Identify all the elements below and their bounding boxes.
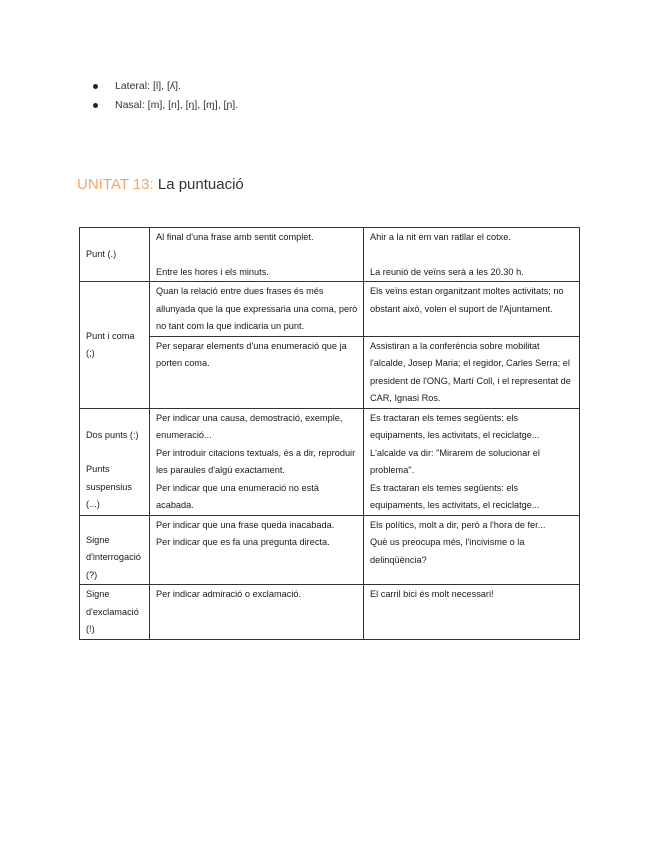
mark-name [80, 408, 150, 515]
usage-text: Per introduir citacions textuals, és a dir, reproduir les paraules d'algú exactament. [156, 447, 356, 475]
mark-name: Punt (.) [80, 228, 150, 282]
example-text: Els veïns estan organitzant moltes activitats; no obstant això, volen el suport de l'Ajuntament. [364, 282, 580, 337]
table-row [80, 228, 580, 282]
mark-name-text: Dos punts (:) [86, 429, 139, 440]
example-text: Els polítics, molt a dir, però a l'hora de fer... [370, 519, 546, 530]
usage-text: Per indicar que una enumeració no està acabada. [156, 482, 319, 510]
usage-text: Entre les hores i els minuts. [156, 266, 269, 277]
mark-name [80, 515, 150, 585]
section-heading [77, 176, 244, 193]
usage-text: Quan la relació entre dues frases és més allunyada que la que expressaria una coma, però no tant com la que indicaria un punt. [150, 282, 364, 337]
usage-cell [150, 408, 364, 515]
example-cell [364, 228, 580, 282]
punctuation-table [79, 227, 580, 640]
mark-name: Punt i coma (;) [80, 282, 150, 409]
example-cell [364, 515, 580, 585]
list-item: Nasal: [m], [n], [ŋ], [ɱ], [ɲ]. [93, 96, 238, 115]
unit-title: La puntuació [153, 176, 244, 193]
example-text: Es tractaran els temes següents: els equipaments, les activitats, el reciclatge... [370, 482, 540, 510]
example-text: Ahir a la nit em van ratllar el cotxe. [370, 232, 511, 242]
usage-text: Per separar elements d'una enumeració que ja porten coma. [150, 336, 364, 408]
example-cell [364, 408, 580, 515]
usage-cell [150, 515, 364, 585]
example-text: L'alcalde va dir: "Mirarem de solucionar el problema". [370, 447, 540, 475]
example-text: Què us preocupa més, l'incivisme o la delinqüència? [370, 537, 525, 565]
mark-name-text: Signe d'interrogació (?) [86, 534, 141, 580]
usage-text: Al final d'una frase amb sentit complet. [156, 232, 314, 242]
example-text: El carril bici és molt necessari! [364, 585, 580, 640]
table-row [80, 585, 580, 640]
usage-text: Per indicar que es fa una pregunta directa. [156, 537, 330, 547]
unit-label: UNITAT 13: [77, 176, 154, 193]
usage-text: Per indicar admiració o exclamació. [150, 585, 364, 640]
usage-cell [150, 228, 364, 282]
table-row [80, 408, 580, 515]
mark-name: Signe d'exclamació (!) [80, 585, 150, 640]
table-row [80, 515, 580, 585]
phoneme-list [93, 77, 238, 115]
example-text: Assistiran a la conferència sobre mobilitat l'alcalde, Josep Maria; el regidor, Carles Serra; el president de l'ONG, Martí Coll, i el representat de CAR, Ignasi Ros. [364, 336, 580, 408]
list-item: Lateral: [l], [ʎ]. [93, 77, 238, 96]
table-row [80, 336, 580, 408]
usage-text: Per indicar que una frase queda inacabada. [156, 519, 335, 530]
table-row [80, 282, 580, 337]
usage-text: Per indicar una causa, demostració, exemple, enumeració... [156, 412, 343, 440]
example-text: Es tractaran els temes següents: els equipaments, les activitats, el reciclatge... [370, 412, 540, 440]
example-text: La reunió de veïns serà a les 20.30 h. [370, 266, 524, 277]
mark-name-text: Punts suspensius (...) [86, 464, 132, 509]
